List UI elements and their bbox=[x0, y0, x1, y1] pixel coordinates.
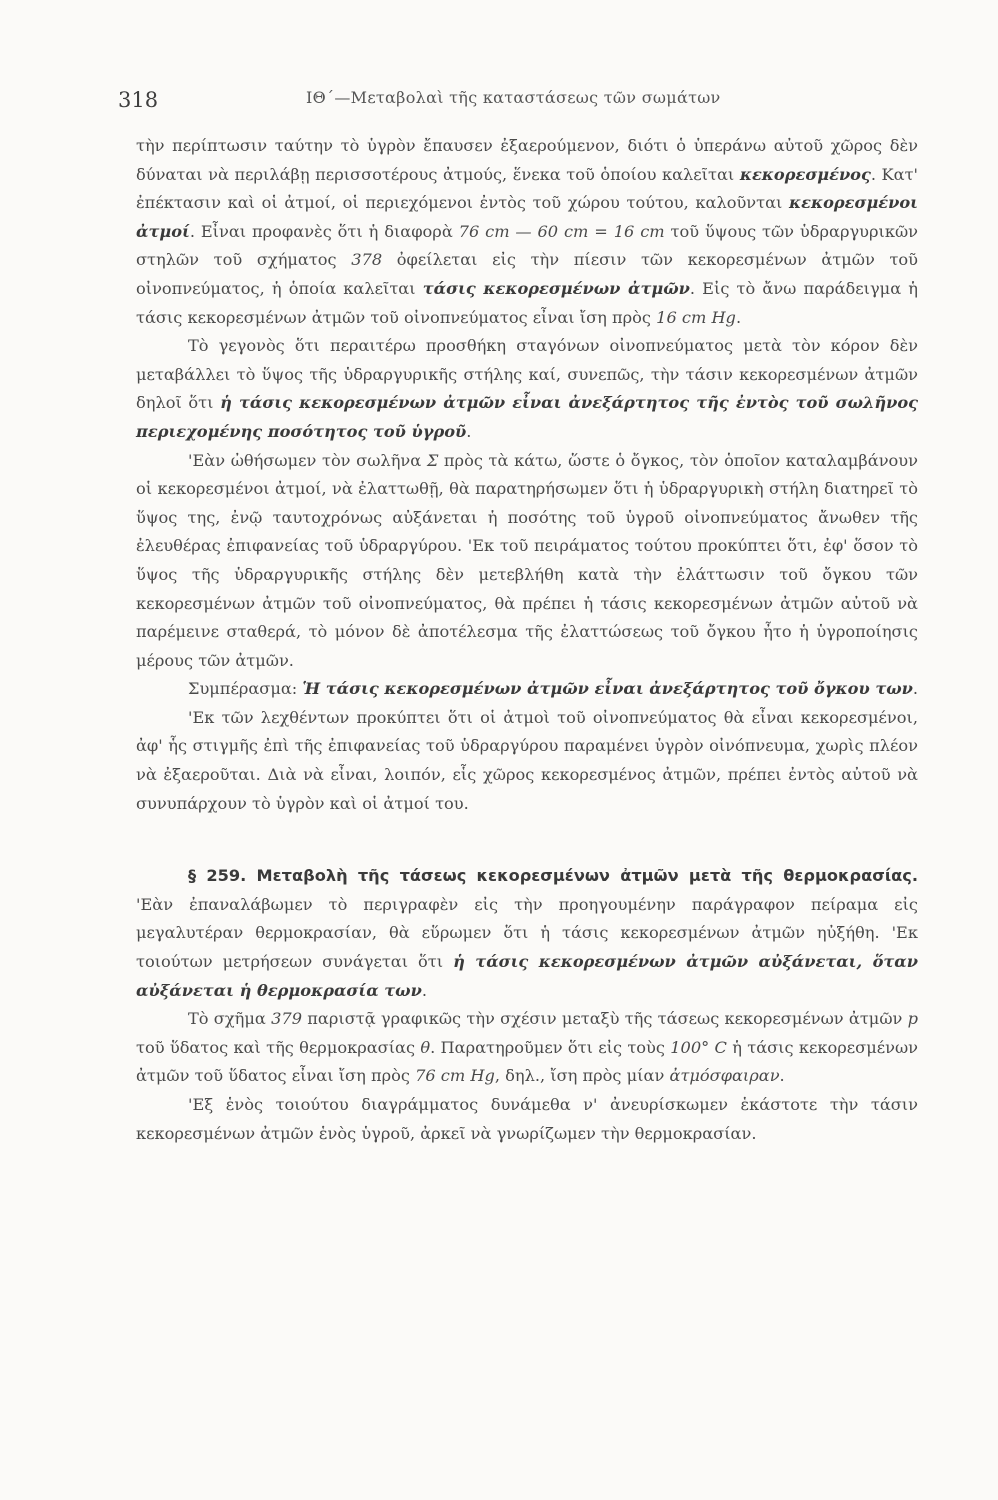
paragraph: 'Εξ ἑνὸς τοιούτου διαγράμματος δυνάμεθα ν' ἀνευρίσκωμεν ἑκάστοτε τὴν τάσιν κεκορεσμένων ἀτμῶν ἑνὸς ὑγροῦ, ἀρκεῖ νὰ γνωρίζωμεν τὴν θερμοκρασίαν. bbox=[136, 1095, 918, 1143]
symbol: p bbox=[907, 1009, 918, 1029]
section-gap bbox=[136, 818, 918, 862]
page-number: 318 bbox=[118, 88, 159, 112]
formula: 76 cm Hg bbox=[415, 1066, 495, 1086]
emphasis: κεκορεσμένοι ἀτμοί bbox=[136, 193, 918, 241]
figure-ref: 378 bbox=[351, 250, 383, 270]
section-paragraph: § 259. Μεταβολὴ τῆς τάσεως κεκορεσμένων ἀτμῶν μετὰ τῆς θερμοκρασίας. 'Εὰν ἐπαναλάβωμεν τὸ περιγραφὲν εἰς τὴν προηγουμένην παράγραφον πείραμα εἰς μεγαλυτέραν θερμοκρασίαν, θὰ εὕρωμεν ὅτι ἡ τάσις κεκορεσμένων ἀτμῶν ηὐξήθη. 'Εκ τοιούτων μετρήσεων συνάγεται ὅτι ἡ τάσις κεκορεσμένων ἀτμῶν αὐξάνεται, ὅταν αὐξάνεται ἡ θερμοκρασία των. bbox=[136, 866, 918, 1000]
emphasis: τάσις κεκορεσμένων ἀτμῶν bbox=[422, 278, 690, 298]
paragraph: 'Εὰν ὠθήσωμεν τὸν σωλῆνα Σ πρὸς τὰ κάτω, ὥστε ὁ ὄγκος, τὸν ὁποῖον καταλαμβάνουν οἱ κεκορεσμένοι ἀτμοί, νὰ ἐλαττωθῇ, θὰ παρατηρήσωμεν ὅτι ἡ ὑδραργυρικὴ στήλη διατηρεῖ τὸ ὕψος της, ἐνῷ ταυτοχρόνως αὐξάνεται ἡ ποσότης τοῦ ὑγροῦ οἰνοπνεύματος ἄνωθεν τῆς ἐλευθέρας ἐπιφανείας τοῦ ὑδραργύρου. 'Εκ τοῦ πειράματος τούτου προκύπτει ὅτι, ἐφ' ὅσον τὸ ὕψος τῆς ὑδραργυρικῆς στήλης δὲν μετεβλήθη κατὰ τὴν ἐλάττωσιν τοῦ ὄγκου τῶν κεκορεσμένων ἀτμῶν τοῦ οἰνοπνεύματος, θὰ πρέπει ἡ τάσις κεκορεσμένων ἀτμῶν αὐτοῦ νὰ παρέμεινε σταθερά, τὸ μόνον δὲ ἀποτέλεσμα τῆς ἐλαττώσεως τοῦ ὄγκου ἦτο ἡ ὑγροποίησις μέρους τῶν ἀτμῶν. bbox=[136, 450, 918, 670]
formula: 100° C bbox=[670, 1037, 727, 1057]
conclusion: Συμπέρασμα: Ἡ τάσις κεκορεσμένων ἀτμῶν εἶναι ἀνεξάρτητος τοῦ ὄγκου των. bbox=[188, 679, 919, 699]
paragraph: 'Εκ τῶν λεχθέντων προκύπτει ὅτι οἱ ἀτμοὶ τοῦ οἰνοπνεύματος θὰ εἶναι κεκορεσμένοι, ἀφ' ἧς στιγμῆς ἐπὶ τῆς ἐπιφανείας τοῦ ὑδραργύρου παραμένει ὑγρὸν οἰνόπνευμα, χωρὶς πλέον νὰ ἐξαεροῦται. Διὰ νὰ εἶναι, λοιπόν, εἷς χῶρος κεκορεσμένος ἀτμῶν, πρέπει ἐντὸς αὐτοῦ νὰ συνυπάρχουν τὸ ὑγρὸν καὶ οἱ ἀτμοί του. bbox=[136, 707, 918, 813]
formula: 16 cm Hg bbox=[656, 307, 736, 327]
symbol: Σ bbox=[426, 450, 439, 470]
page-body bbox=[136, 132, 918, 1148]
running-title: ΙΘ΄—Μεταβολαὶ τῆς καταστάσεως τῶν σωμάτων bbox=[306, 88, 721, 107]
emphasis: ἡ τάσις κεκορεσμένων ἀτμῶν εἶναι ἀνεξάρτητος τῆς ἐντὸς τοῦ σωλῆνος περιεχομένης ποσότητος τοῦ ὑγροῦ bbox=[136, 393, 918, 441]
paragraph: Τὸ σχῆμα 379 παριστᾷ γραφικῶς τὴν σχέσιν μεταξὺ τῆς τάσεως κεκορεσμένων ἀτμῶν p τοῦ ὕδατος καὶ τῆς θερμοκρασίας θ. Παρατηροῦμεν ὅτι εἰς τοὺς 100° C ἡ τάσις κεκορεσμένων ἀτμῶν τοῦ ὕδατος εἶναι ἴση πρὸς 76 cm Hg, δηλ., ἴση πρὸς μίαν ἀτμόσφαιραν. bbox=[136, 1009, 919, 1086]
section-heading: § 259. Μεταβολὴ τῆς τάσεως κεκορεσμένων ἀτμῶν μετὰ τῆς θερμοκρασίας. bbox=[188, 866, 918, 886]
formula: 76 cm — 60 cm = 16 cm bbox=[458, 221, 665, 241]
paragraph: Τὸ γεγονὸς ὅτι περαιτέρω προσθήκη σταγόνων οἰνοπνεύματος μετὰ τὸν κόρον δὲν μεταβάλλει τὸ ὕψος τῆς ὑδραργυρικῆς στήλης καί, συνεπῶς, τὴν τάσιν κεκορεσμένων ἀτμῶν δηλοῖ ὅτι ἡ τάσις κεκορεσμένων ἀτμῶν εἶναι ἀνεξάρτητος τῆς ἐντὸς τοῦ σωλῆνος περιεχομένης ποσότητος τοῦ ὑγροῦ. bbox=[136, 336, 918, 441]
term: ἀτμόσφαιραν bbox=[669, 1066, 780, 1086]
paragraph: τὴν περίπτωσιν ταύτην τὸ ὑγρὸν ἔπαυσεν ἐξαερούμενον, διότι ὁ ὑπεράνω αὐτοῦ χῶρος δὲν δύναται νὰ περιλάβῃ περισσοτέρους ἀτμούς, ἕνεκα τοῦ ὁποίου καλεῖται κεκορεσμένος. Κατ' ἐπέκτασιν καὶ οἱ ἀτμοί, οἱ περιεχόμενοι ἐντὸς τοῦ χώρου τούτου, καλοῦνται κεκορεσμένοι ἀτμοί. Εἶναι προφανὲς ὅτι ἡ διαφορὰ 76 cm — 60 cm = 16 cm τοῦ ὕψους τῶν ὑδραργυρικῶν στηλῶν τοῦ σχήματος 378 ὀφείλεται εἰς τὴν πίεσιν τῶν κεκορεσμένων ἀτμῶν τοῦ οἰνοπνεύματος, ἡ ὁποία καλεῖται τάσις κεκορεσμένων ἀτμῶν. Εἰς τὸ ἄνω παράδειγμα ἡ τάσις κεκορεσμένων ἀτμῶν τοῦ οἰνοπνεύματος εἶναι ἴση πρὸς 16 cm Hg. bbox=[136, 136, 918, 327]
figure-ref: 379 bbox=[271, 1009, 302, 1029]
emphasis: Ἡ τάσις κεκορεσμένων ἀτμῶν εἶναι ἀνεξάρτητος τοῦ ὄγκου των bbox=[302, 679, 913, 699]
symbol: θ bbox=[420, 1037, 431, 1057]
emphasis: κεκορεσμένος bbox=[739, 164, 871, 184]
page-header bbox=[118, 88, 918, 122]
emphasis: ἡ τάσις κεκορεσμένων ἀτμῶν αὐξάνεται, ὅταν αὐξάνεται ἡ θερμοκρασία των bbox=[136, 952, 918, 1000]
